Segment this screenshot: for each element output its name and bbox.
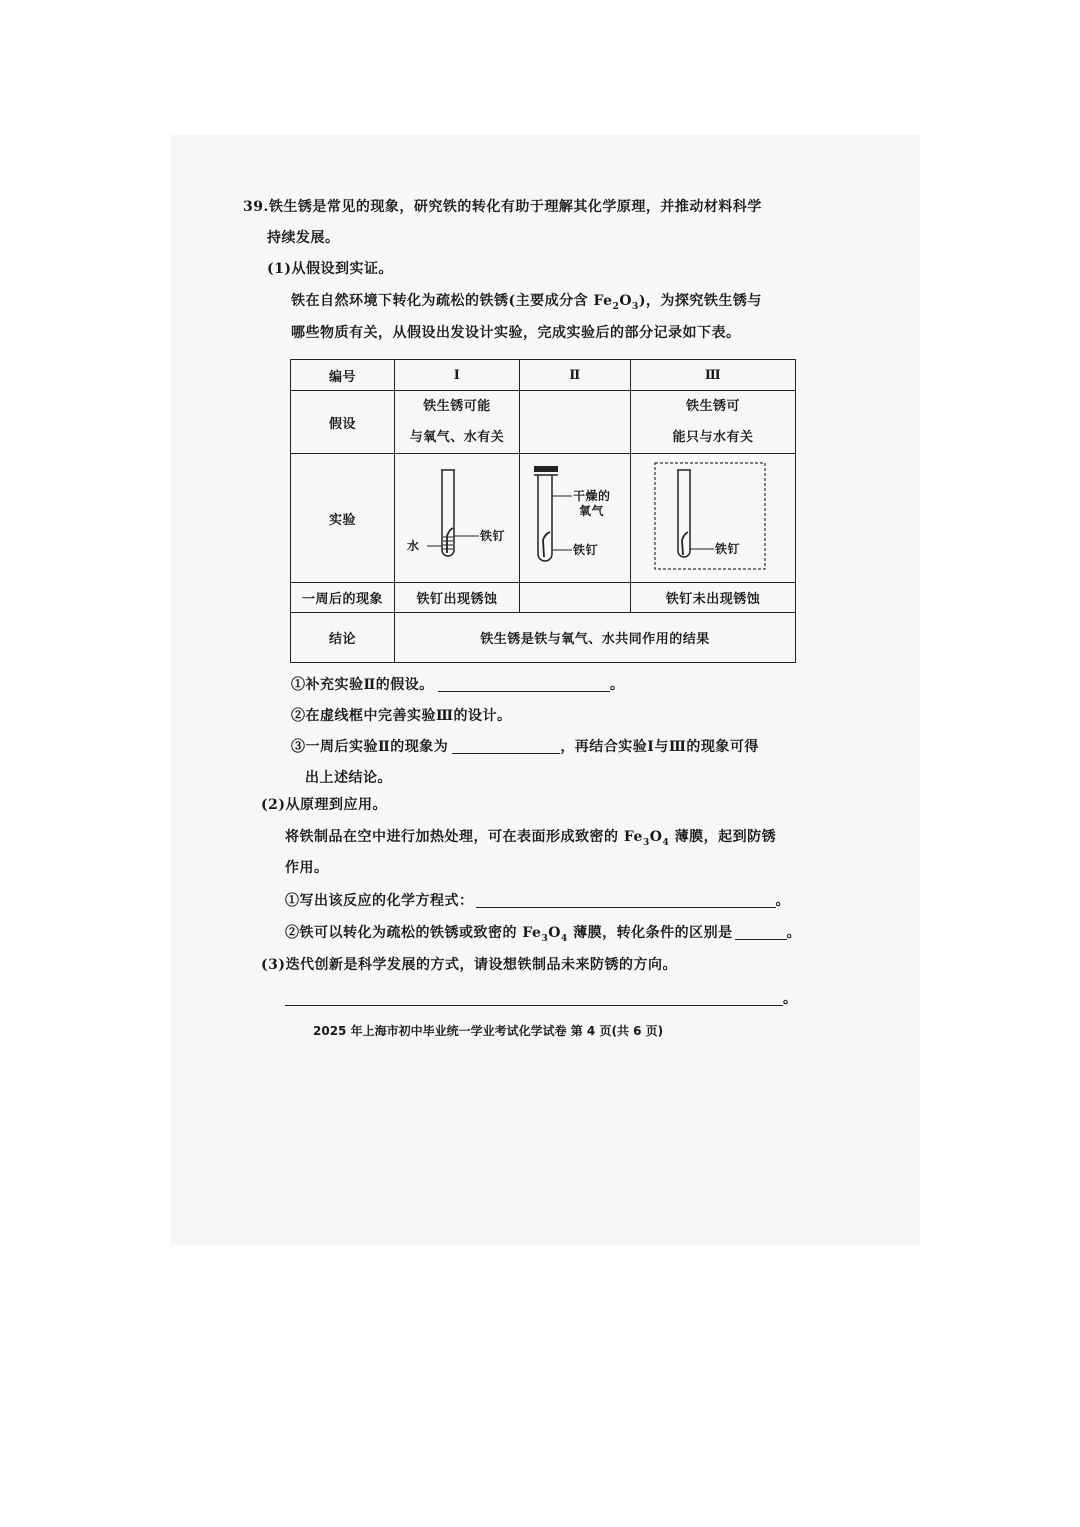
experiment-2-cell	[520, 454, 631, 583]
experiment-table	[290, 359, 796, 663]
test-tube-water-illustration	[395, 454, 519, 578]
hypothesis-exp-3-line-1: 铁生锈可	[685, 399, 740, 414]
part1-desc-line-2: 哪些物质有关，从假设出发设计实验，完成实验后的部分记录如下表。	[291, 325, 741, 341]
answer-blank-q2-2[interactable]	[735, 925, 787, 940]
experiment-label: 实验	[291, 454, 395, 583]
period: 。	[783, 991, 798, 1007]
period: 。	[609, 677, 625, 693]
q1-3-line	[291, 736, 759, 756]
observation-exp-1: 铁钉出现锈蚀	[395, 583, 520, 613]
sub-4: 4	[560, 933, 568, 944]
part1-title: (1)从假设到实证。	[267, 261, 393, 277]
hypothesis-exp-1-line-2: 与氧气、水有关	[409, 430, 505, 445]
question-intro-line-1	[243, 196, 762, 216]
q1-1-text: ①补充实验Ⅱ的假设。	[291, 677, 434, 693]
hypothesis-exp-3-line-2: 能只与水有关	[672, 430, 754, 445]
test-tube-icon	[538, 475, 552, 561]
sub-3: 3	[541, 933, 549, 944]
header-exp-2: Ⅱ	[520, 360, 631, 391]
stopper-icon	[534, 466, 558, 472]
question-number: 39.	[243, 199, 269, 215]
answer-blank-q1-1[interactable]	[438, 677, 610, 692]
answer-blank-q1-3[interactable]	[452, 739, 560, 754]
experiment-3-cell[interactable]	[631, 454, 796, 583]
part2-desc-1a: 将铁制品在空中进行加热处理，可在表面形成致密的 Fe	[285, 829, 643, 845]
oxygen-label: 氧气	[579, 504, 605, 518]
q2-1-line	[285, 890, 790, 910]
sub-3: 3	[632, 301, 639, 312]
water-label: 水	[407, 539, 420, 553]
question-intro-text-1: 铁生锈是常见的现象，研究铁的转化有助于理解其化学原理，并推动材料科学	[268, 199, 762, 215]
q1-3-text-b: ，再结合实验Ⅰ与Ⅲ的现象可得	[560, 739, 759, 755]
sub-4: 4	[662, 837, 670, 848]
test-tube-icon	[678, 470, 690, 557]
q2-2-text-a: ②铁可以转化为疏松的铁锈或致密的 Fe	[285, 925, 542, 941]
part2-desc-line-1	[285, 826, 776, 848]
experiment-row	[291, 454, 796, 583]
period: 。	[786, 925, 802, 941]
header-number: 编号	[291, 360, 395, 391]
observation-label: 一周后的现象	[291, 583, 395, 613]
answer-blank-q3[interactable]	[285, 991, 783, 1006]
conclusion-label: 结论	[291, 613, 395, 663]
dry-label: 干燥的	[573, 489, 611, 503]
hypothesis-exp-3	[631, 391, 796, 454]
nail-label-3: 铁钉	[715, 542, 741, 556]
iron-nail-icon	[682, 532, 688, 555]
conclusion-row	[291, 613, 796, 663]
q1-3-text-a: ③一周后实验Ⅱ的现象为	[291, 739, 449, 755]
observation-row	[291, 583, 796, 613]
part1-desc-1a: 铁在自然环境下转化为疏松的铁锈(主要成分含 Fe	[291, 293, 613, 309]
part2-desc-1b: O	[649, 829, 663, 845]
dashed-design-box[interactable]	[655, 463, 765, 569]
q3-line	[285, 988, 798, 1008]
test-tube-dashed-box-illustration	[631, 454, 795, 578]
hypothesis-row	[291, 391, 796, 454]
hypothesis-label: 假设	[291, 391, 395, 454]
sub-2: 2	[612, 301, 620, 312]
q2-2-text-c: 薄膜，转化条件的区别是	[567, 925, 733, 941]
period: 。	[775, 893, 790, 909]
part2-desc-line-2: 作用。	[285, 860, 329, 876]
question-intro-line-2: 持续发展。	[267, 230, 340, 246]
q1-3-line-2: 出上述结论。	[305, 770, 392, 786]
answer-blank-q2-1[interactable]	[476, 893, 776, 908]
header-exp-3: Ⅲ	[631, 360, 796, 391]
part1-desc-line-1	[291, 290, 762, 312]
q2-2-line	[285, 922, 801, 944]
nail-label-2: 铁钉	[573, 543, 599, 557]
part2-desc-1c: 薄膜，起到防锈	[669, 829, 777, 845]
table-header-row	[291, 360, 796, 391]
part3-title: (3)迭代创新是科学发展的方式，请设想铁制品未来防锈的方向。	[261, 957, 677, 973]
conclusion-text: 铁生锈是铁与氧气、水共同作用的结果	[395, 613, 796, 663]
nail-label-1: 铁钉	[480, 529, 506, 543]
iron-nail-icon	[543, 532, 550, 557]
q2-1-text: ①写出该反应的化学方程式：	[285, 893, 474, 909]
observation-exp-3: 铁钉未出现锈蚀	[631, 583, 796, 613]
q1-2-line: ②在虚线框中完善实验Ⅲ的设计。	[291, 708, 512, 724]
q2-2-text-b: O	[548, 925, 561, 941]
test-tube-dry-oxygen-illustration	[520, 454, 630, 578]
hypothesis-exp-1	[395, 391, 520, 454]
part1-desc-1c: )，为探究铁生锈与	[638, 293, 762, 309]
observation-exp-2-blank[interactable]	[520, 583, 631, 613]
test-tube-icon	[442, 470, 454, 556]
sub-3: 3	[642, 837, 650, 848]
experiment-1-cell	[395, 454, 520, 583]
page-footer: 2025 年上海市初中毕业统一学业考试化学试卷 第 4 页(共 6 页)	[313, 1024, 664, 1038]
header-exp-1: Ⅰ	[395, 360, 520, 391]
part1-desc-1b: O	[619, 293, 633, 309]
part2-title: (2)从原理到应用。	[261, 797, 387, 813]
q1-1-line	[291, 674, 624, 694]
hypothesis-exp-2-blank[interactable]	[520, 391, 631, 454]
hypothesis-exp-1-line-1: 铁生锈可能	[423, 399, 491, 414]
